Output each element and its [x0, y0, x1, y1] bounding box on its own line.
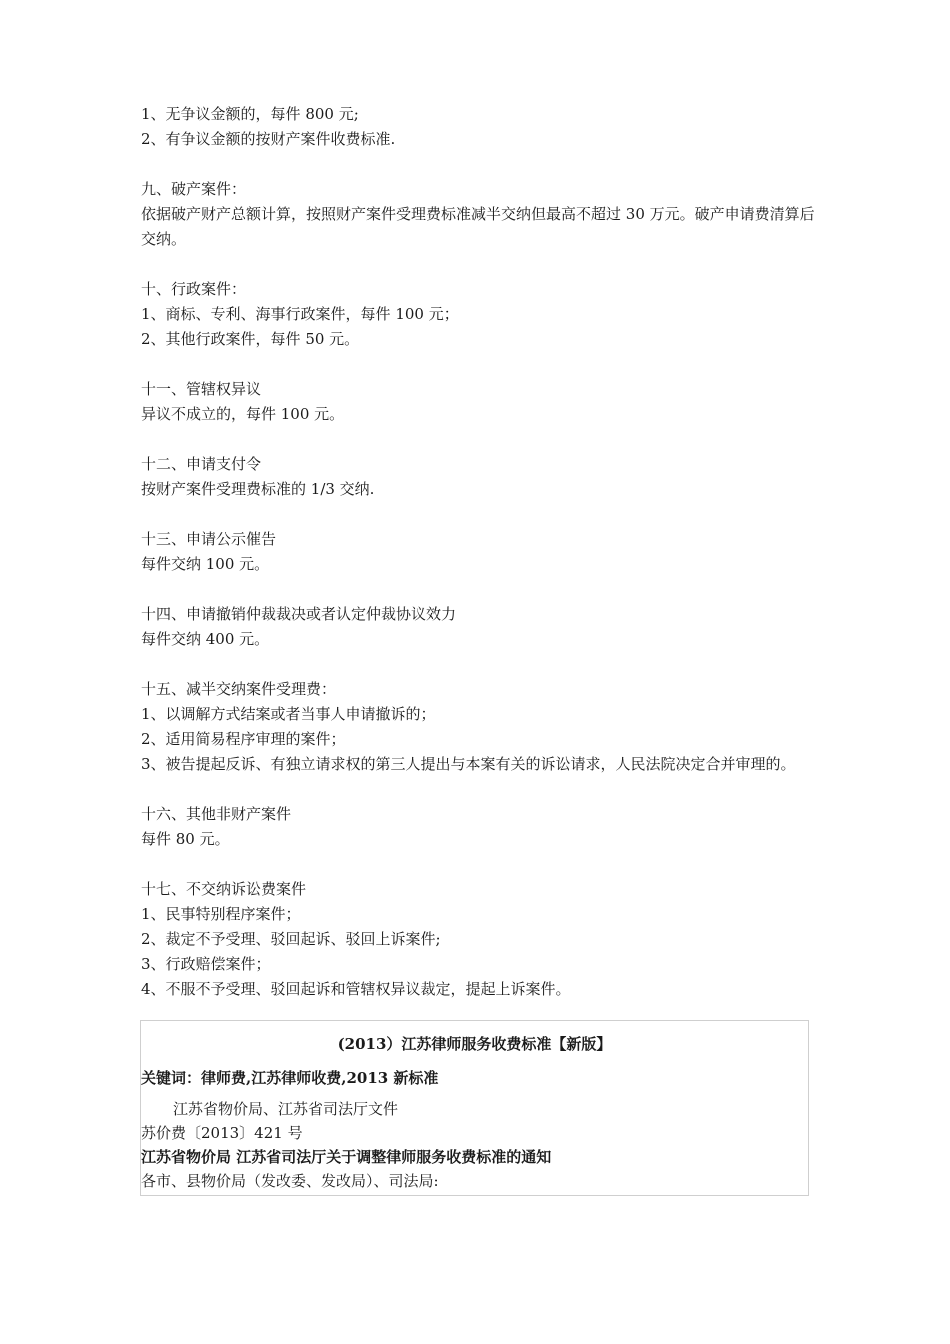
blank-line	[141, 652, 821, 677]
text-line: 每件交纳 400 元。	[141, 630, 270, 648]
document-number: 苏价费〔2013〕421 号	[141, 1124, 303, 1142]
text-line: 2、其他行政案件，每件 50 元。	[141, 330, 360, 348]
recipients-line: 各市、县物价局（发改委、发改局）、司法局:	[141, 1172, 439, 1190]
document-body	[141, 102, 821, 1002]
blank-line	[141, 152, 821, 177]
text-line: 3、行政赔偿案件；	[141, 955, 271, 973]
blank-line	[141, 427, 821, 452]
article-title: (2013）江苏律师服务收费标准【新版】	[337, 1035, 612, 1053]
article-keywords: 关键词：律师费,江苏律师收费,2013 新标准	[141, 1069, 439, 1087]
issuer-line: 江苏省物价局、江苏省司法厅文件	[173, 1100, 399, 1118]
section-heading: 十六、其他非财产案件	[141, 805, 292, 823]
text-line: 1、以调解方式结案或者当事人申请撤诉的；	[141, 705, 436, 723]
section-heading: 十七、不交纳诉讼费案件	[141, 880, 307, 898]
text-line: 3、被告提起反诉、有独立请求权的第三人提出与本案有关的诉讼请求，人民法院决定合并审理的。	[141, 755, 796, 773]
article-box	[140, 1020, 809, 1196]
text-line: 1、商标、专利、海事行政案件，每件 100 元；	[141, 305, 459, 323]
blank-line	[141, 777, 821, 802]
blank-line	[141, 852, 821, 877]
text-line: 2、裁定不予受理、驳回起诉、驳回上诉案件;	[141, 930, 441, 948]
section-heading: 九、破产案件：	[141, 180, 247, 198]
text-line: 按财产案件受理费标准的 1/3 交纳.	[141, 480, 375, 498]
text-line: 2、有争议金额的按财产案件收费标准.	[141, 130, 396, 148]
section-heading: 十五、减半交纳案件受理费：	[141, 680, 337, 698]
section-heading: 十一、管辖权异议	[141, 380, 262, 398]
section-heading: 十四、申请撤销仲裁裁决或者认定仲裁协议效力	[141, 605, 457, 623]
blank-line	[141, 252, 821, 277]
text-line: 每件交纳 100 元。	[141, 555, 270, 573]
text-line: 依据破产财产总额计算，按照财产案件受理费标准减半交纳但最高不超过 30 万元。破产申请费清算后交纳。	[141, 205, 815, 248]
section-heading: 十、行政案件：	[141, 280, 247, 298]
blank-line	[141, 352, 821, 377]
text-line: 1、无争议金额的，每件 800 元;	[141, 105, 359, 123]
text-line: 2、适用简易程序审理的案件；	[141, 730, 346, 748]
section-heading: 十三、申请公示催告	[141, 530, 277, 548]
text-line: 每件 80 元。	[141, 830, 230, 848]
section-heading: 十二、申请支付令	[141, 455, 262, 473]
blank-line	[141, 577, 821, 602]
notice-title: 江苏省物价局 江苏省司法厅关于调整律师服务收费标准的通知	[141, 1148, 552, 1166]
text-line: 1、民事特别程序案件；	[141, 905, 301, 923]
text-line: 异议不成立的，每件 100 元。	[141, 405, 345, 423]
blank-line	[141, 502, 821, 527]
text-line: 4、不服不予受理、驳回起诉和管辖权异议裁定，提起上诉案件。	[141, 980, 571, 998]
